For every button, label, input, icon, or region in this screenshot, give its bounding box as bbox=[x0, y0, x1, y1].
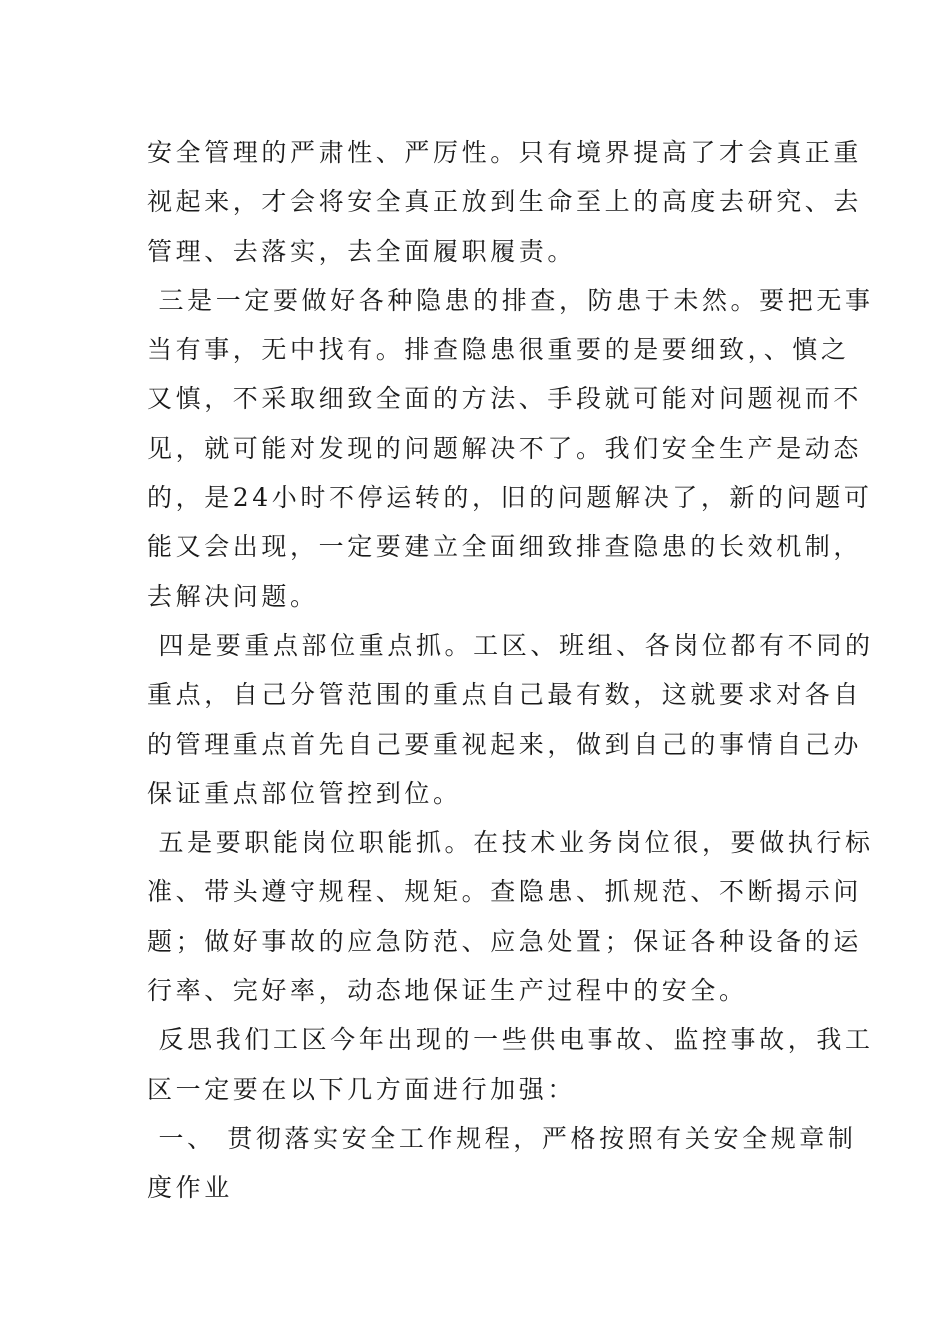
text-line: 管理、去落实，去全面履职履责。 bbox=[147, 236, 577, 266]
text-line: 的，是24小时不停运转的，旧的问题解决了，新的问题可 bbox=[147, 483, 873, 513]
text-line: 安全管理的严肃性、严厉性。只有境界提高了才会真正重 bbox=[147, 138, 863, 167]
text-line: 反思我们工区今年出现的一些供电事故、监控事故，我工 bbox=[147, 1025, 874, 1055]
text-line: 能又会出现，一定要建立全面细致排查隐患的长效机制， bbox=[147, 532, 863, 562]
paragraph-point-four bbox=[147, 621, 874, 818]
paragraph-point-five bbox=[147, 818, 874, 1015]
text-line: 准、带头遵守规程、规矩。查隐患、抓规范、不断揭示问 bbox=[147, 877, 863, 907]
text-line: 度作业 bbox=[147, 1173, 233, 1203]
text-line: 区一定要在以下几方面进行加强： bbox=[147, 1074, 577, 1104]
text-line: 去解决问题。 bbox=[147, 581, 319, 611]
paragraph-reflection bbox=[147, 1015, 874, 1114]
text-line: 一、 贯彻落实安全工作规程，严格按照有关安全规章制 bbox=[147, 1123, 857, 1153]
text-line: 重点，自己分管范围的重点自己最有数，这就要求对各自 bbox=[147, 680, 863, 710]
text-line: 见，就可能对发现的问题解决不了。我们安全生产是动态 bbox=[147, 433, 863, 463]
text-line: 视起来，才会将安全真正放到生命至上的高度去研究、去 bbox=[147, 187, 863, 217]
text-line: 保证重点部位管控到位。 bbox=[147, 778, 462, 808]
text-line: 的管理重点首先自己要重视起来，做到自己的事情自己办 bbox=[147, 729, 863, 759]
document-body bbox=[147, 128, 874, 1213]
text-line: 行率、完好率，动态地保证生产过程中的安全。 bbox=[147, 976, 748, 1006]
paragraph-item-one bbox=[147, 1114, 857, 1213]
text-line: 当有事，无中找有。排查隐患很重要的是要细致，、慎之 bbox=[147, 335, 850, 365]
paragraph-point-three bbox=[147, 276, 874, 621]
text-line: 题；做好事故的应急防范、应急处置；保证各种设备的运 bbox=[147, 926, 863, 956]
text-line: 三是一定要做好各种隐患的排查，防患于未然。要把无事 bbox=[147, 285, 874, 315]
text-line: 四是要重点部位重点抓。工区、班组、各岗位都有不同的 bbox=[147, 630, 874, 660]
paragraph-continued bbox=[147, 128, 863, 276]
text-line: 又慎，不采取细致全面的方法、手段就可能对问题视而不 bbox=[147, 384, 863, 414]
text-line: 五是要职能岗位职能抓。在技术业务岗位很，要做执行标 bbox=[147, 828, 874, 858]
